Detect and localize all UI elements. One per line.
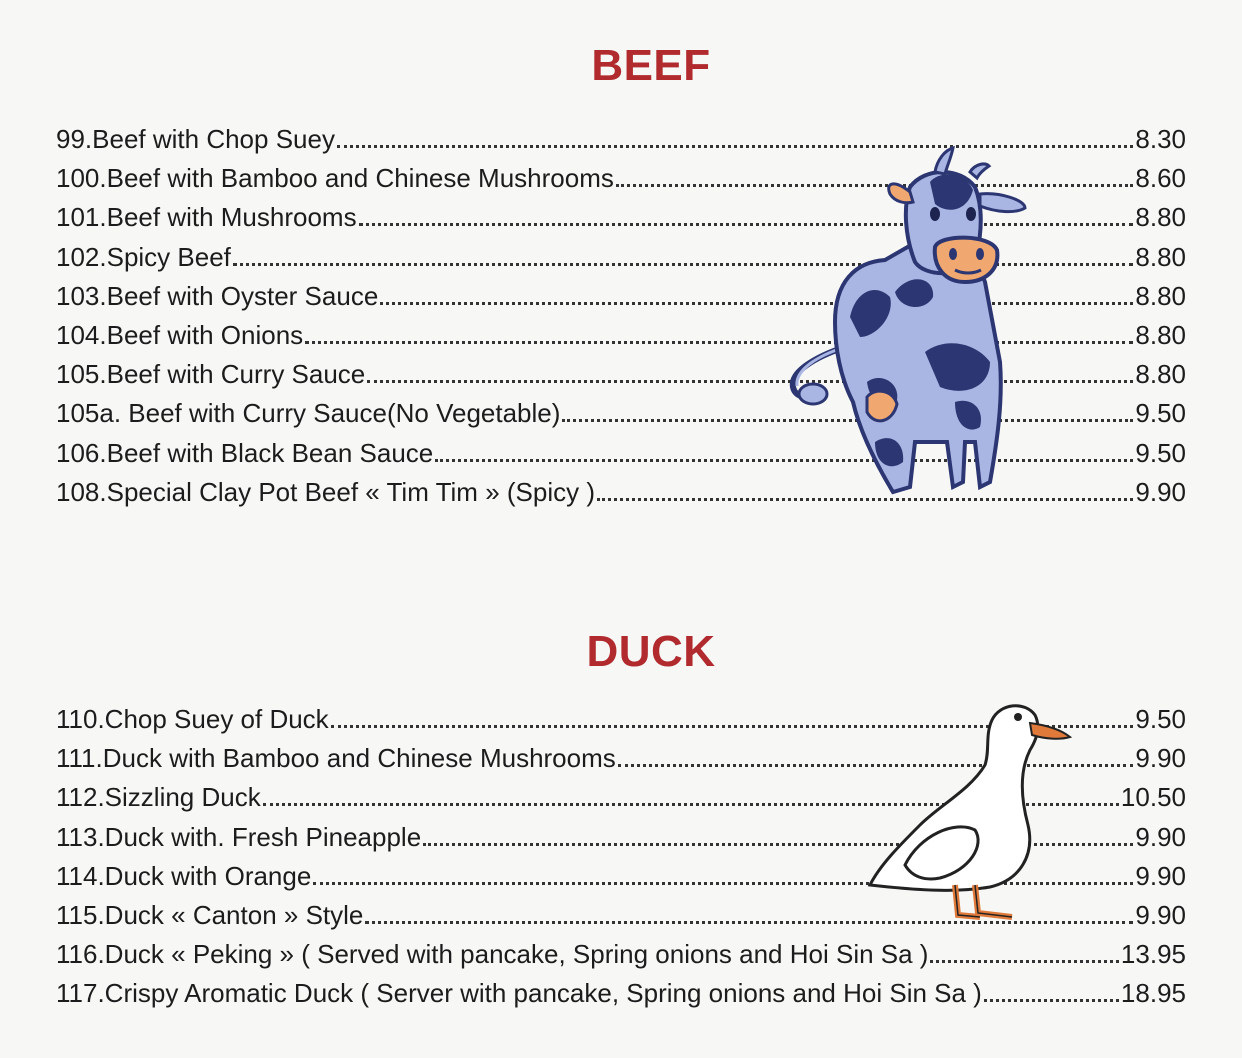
menu-item-name: 115.Duck « Canton » Style bbox=[56, 899, 364, 930]
menu-item-price: 9.90 bbox=[1135, 899, 1186, 930]
menu-item-name: 105.Beef with Curry Sauce bbox=[56, 359, 366, 390]
menu-item-price: 8.80 bbox=[1135, 359, 1186, 390]
menu-item-price: 8.80 bbox=[1135, 319, 1186, 350]
menu-item-name: 100.Beef with Bamboo and Chinese Mushrooms bbox=[56, 163, 614, 194]
menu-item-price: 18.95 bbox=[1120, 978, 1186, 1009]
menu-item-price: 8.30 bbox=[1135, 124, 1186, 154]
menu-item-price: 9.90 bbox=[1135, 821, 1186, 852]
menu-item-name: 111.Duck with Bamboo and Chinese Mushrooms bbox=[56, 743, 616, 774]
menu-item-price: 8.80 bbox=[1135, 280, 1186, 311]
menu-item-price: 8.60 bbox=[1135, 163, 1186, 194]
menu-item-name: 113.Duck with. Fresh Pineapple bbox=[56, 821, 422, 852]
cow-illustration bbox=[775, 142, 1035, 517]
menu-item bbox=[56, 974, 1186, 1013]
menu-item-price: 10.50 bbox=[1120, 782, 1186, 813]
menu-item bbox=[56, 935, 1186, 974]
dot-leader bbox=[930, 960, 1118, 963]
dot-leader bbox=[984, 999, 1119, 1002]
beef-section-title: BEEF bbox=[591, 41, 711, 91]
duck-illustration bbox=[860, 695, 1075, 925]
menu-item-name: 110.Chop Suey of Duck bbox=[56, 704, 329, 734]
menu-item-price: 9.90 bbox=[1135, 860, 1186, 891]
menu-item-name: 106.Beef with Black Bean Sauce bbox=[56, 437, 434, 468]
menu-item-price: 8.80 bbox=[1135, 241, 1186, 272]
menu-item-name: 105a. Beef with Curry Sauce(No Vegetable) bbox=[56, 398, 561, 429]
menu-item-name: 112.Sizzling Duck bbox=[56, 782, 261, 813]
menu-item-name: 116.Duck « Peking » ( Served with pancake, Spring onions and Hoi Sin Sa ) bbox=[56, 939, 929, 970]
menu-item-price: 13.95 bbox=[1120, 939, 1186, 970]
menu-item-price: 9.50 bbox=[1135, 437, 1186, 468]
menu-item-name: 102.Spicy Beef bbox=[56, 241, 231, 272]
menu-item-name: 104.Beef with Onions bbox=[56, 319, 304, 350]
menu-item-price: 8.80 bbox=[1135, 202, 1186, 233]
menu-item-price: 9.90 bbox=[1135, 743, 1186, 774]
menu-item-price: 9.50 bbox=[1135, 704, 1186, 734]
menu-item-price: 9.50 bbox=[1135, 398, 1186, 429]
duck-section-title: DUCK bbox=[586, 627, 716, 677]
menu-item-name: 101.Beef with Mushrooms bbox=[56, 202, 357, 233]
menu-item-name: 99.Beef with Chop Suey bbox=[56, 124, 335, 154]
menu-item-name: 103.Beef with Oyster Sauce bbox=[56, 280, 379, 311]
menu-item-name: 108.Special Clay Pot Beef « Tim Tim » (Spicy ) bbox=[56, 476, 595, 507]
menu-item-name: 114.Duck with Orange bbox=[56, 860, 312, 891]
menu-item-price: 9.90 bbox=[1135, 476, 1186, 507]
menu-item-name: 117.Crispy Aromatic Duck ( Server with pancake, Spring onions and Hoi Sin Sa ) bbox=[56, 978, 982, 1009]
